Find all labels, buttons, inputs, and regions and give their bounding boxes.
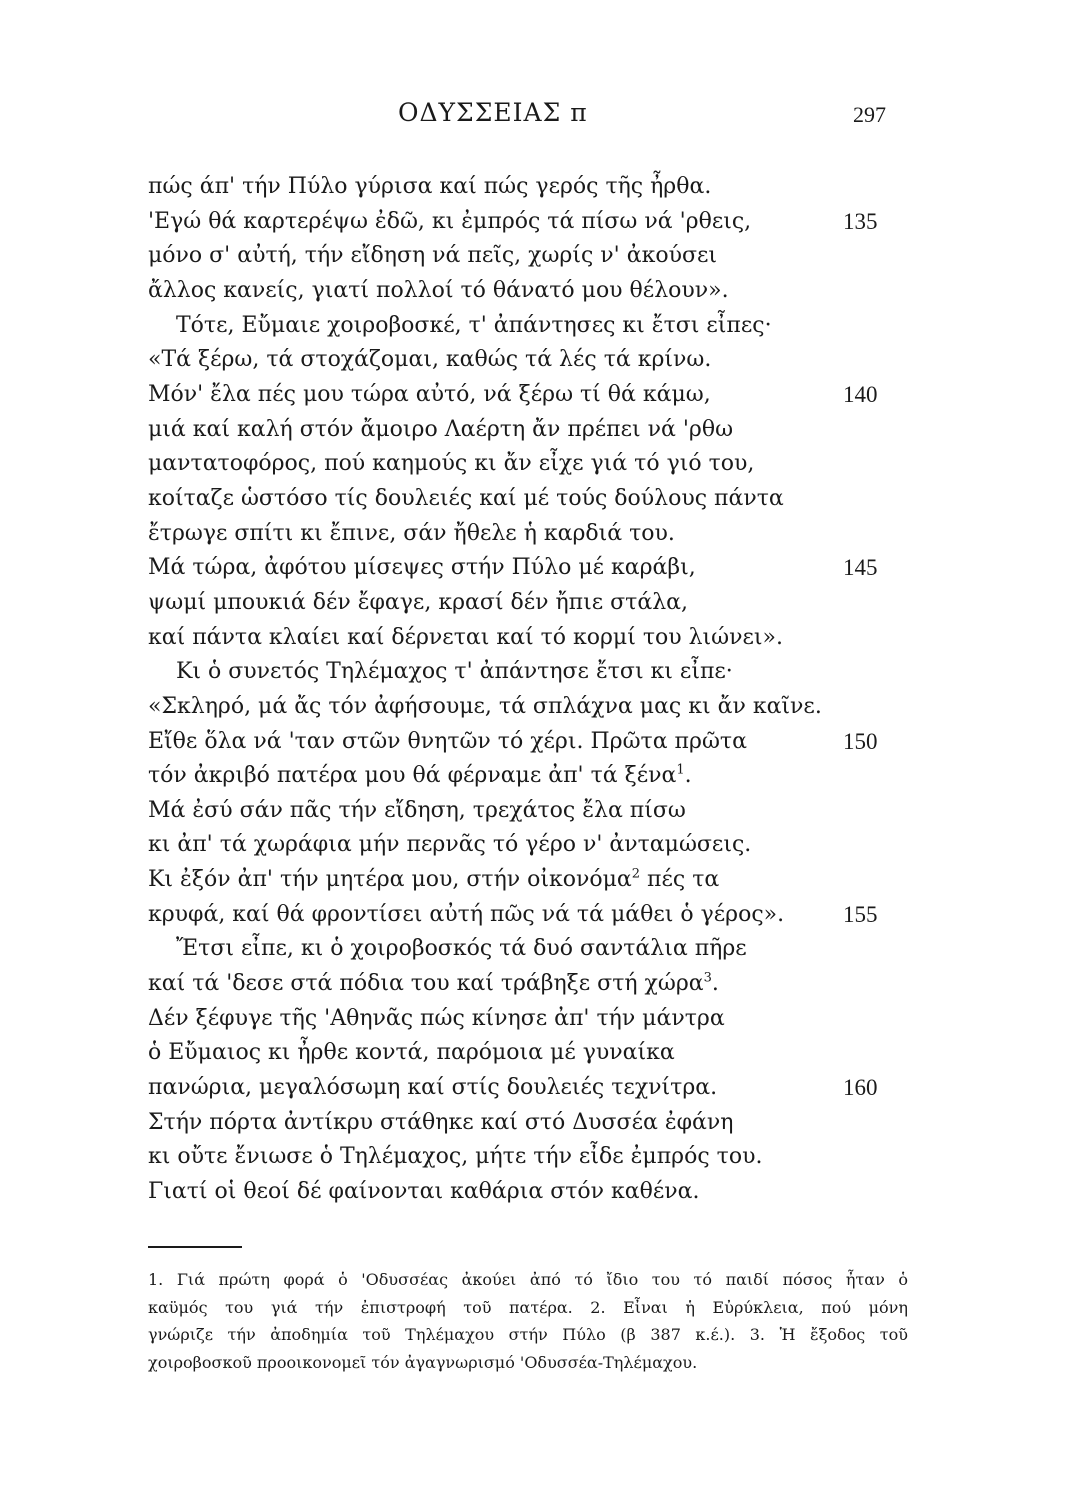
verse-text-main: 'Εγώ θά καρτερέψω ἐδῶ, κι ἐμπρός τά πίσω νά 'ρθεις,: [148, 208, 752, 234]
verse-text-main: Τότε, Εὔμαιε χοιροβοσκέ, τ' ἀπάντησες κι ἔτσι εἶπες·: [176, 312, 772, 338]
verse-line: [0, 932, 1085, 967]
verse-text-main: κι οὔτε ἔνιωσε ὁ Τηλέμαχος, μήτε τήν εἶδε ἐμπρός του.: [148, 1144, 763, 1170]
page-number: 297: [853, 102, 886, 127]
verse-line: [0, 447, 1085, 482]
verse-text-tail: πές τα: [640, 867, 720, 893]
verse-text: [148, 1175, 699, 1210]
verse-text: [148, 828, 751, 863]
line-number: 160: [843, 1075, 878, 1101]
line-number: 140: [843, 381, 878, 407]
verse-text: [148, 1071, 717, 1106]
verse-text: [148, 447, 754, 482]
verse-line: [0, 551, 1085, 586]
verse-text-main: Κι ἐξόν ἀπ' τήν μητέρα μου, στήν οἰκονόμα: [148, 867, 632, 893]
verse-text-main: Ἔτσι εἶπε, κι ὁ χοιροβοσκός τά δυό σαντάλια πῆρε: [176, 936, 747, 962]
footnote-marker: 3: [703, 970, 712, 986]
verse-text-main: Στήν πόρτα ἀντίκρυ στάθηκε καί στό Δυσσέα ἐφάνη: [148, 1109, 734, 1135]
line-number: 150: [843, 728, 878, 754]
verse-text-tail: .: [684, 763, 692, 789]
verse-text-main: Εἴθε ὅλα νά 'ταν στῶν θνητῶν τό χέρι. Πρῶτα πρῶτα: [148, 728, 747, 754]
verse-text-main: κι ἀπ' τά χωράφια μήν περνᾶς τό γέρο ν' ἀνταμώσεις.: [148, 832, 752, 858]
verse-text-main: καί πάντα κλαίει καί δέρνεται καί τό κορμί του λιώνει».: [148, 624, 783, 650]
verse-text: [148, 621, 783, 656]
verse-text-main: κρυφά, καί θά φροντίσει αὐτή πῶς νά τά μάθει ὁ γέρος».: [148, 901, 785, 927]
verse-block: [0, 170, 1085, 1210]
verse-text: [176, 932, 747, 967]
verse-text: [148, 690, 822, 725]
verse-text-main: πώς άπ' τήν Πύλο γύρισα καί πώς γερός τῆς ἦρθα.: [148, 174, 712, 199]
verse-text-main: Μά τώρα, ἀφότου μίσεψες στήν Πύλο μέ καράβι,: [148, 555, 696, 581]
verse-text: [148, 239, 717, 274]
verse-line: [0, 794, 1085, 829]
verse-text: [148, 794, 686, 829]
verse-text-tail: .: [711, 971, 719, 997]
footnote-line: καϋμός του γιά τήν ἐπιστροφή τοῦ πατέρα. 2. Εἶναι ἡ Εὐρύκλεια, πού μόνη: [148, 1297, 908, 1317]
verse-text-main: καί τά 'δεσε στά πόδια του καί τράβηξε στή χώρα: [148, 971, 704, 997]
verse-text: [148, 517, 675, 552]
verse-text-main: Μά ἐσύ σάν πᾶς τήν εἴδηση, τρεχάτος ἔλα πίσω: [148, 797, 686, 823]
verse-line: [0, 170, 1085, 205]
verse-text-main: «Σκληρό, μά ἄς τόν ἀφήσουμε, τά σπλάχνα μας κι ἄν καῖνε.: [148, 693, 822, 719]
verse-text: [148, 482, 784, 517]
verse-line: [0, 343, 1085, 378]
verse-text: [148, 170, 711, 205]
verse-line: [0, 1002, 1085, 1037]
footnote-line: γνώριζε τήν ἀποδημία τοῦ Τηλέμαχου στήν Πύλο (β 387 κ.έ.). 3. Ἡ ἔξοδος τοῦ: [148, 1325, 908, 1344]
footnote-marker: 1: [676, 762, 685, 778]
verse-text-main: ὁ Εὔμαιος κι ἦρθε κοντά, παρόμοια μέ γυναίκα: [148, 1040, 675, 1066]
verse-text-main: Γιατί οἱ θεοί δέ φαίνονται καθάρια στόν καθένα.: [148, 1179, 700, 1205]
verse-text: [176, 309, 772, 344]
verse-text-main: μιά καί καλή στόν ἄμοιρο Λαέρτη ἄν πρέπει νά 'ρθω: [148, 416, 734, 442]
verse-line: [0, 1071, 1085, 1106]
verse-line: [0, 239, 1085, 274]
verse-text-main: τόν ἀκριβό πατέρα μου θά φέρναμε ἀπ' τά ξένα: [148, 763, 677, 789]
verse-line: [0, 967, 1085, 1002]
verse-text: [148, 378, 711, 413]
verse-text-main: μαντατοφόρος, πού καημούς κι ἄν εἶχε γιά τό γιό του,: [148, 451, 755, 477]
verse-text: [148, 1002, 725, 1037]
verse-line: [0, 1140, 1085, 1175]
verse-line: [0, 621, 1085, 656]
verse-text-main: πανώρια, μεγαλόσωμη καί στίς δουλειές τεχνίτρα.: [148, 1075, 718, 1101]
running-head: [0, 98, 1085, 134]
verse-text: [148, 274, 729, 309]
verse-text: [148, 1106, 733, 1141]
verse-text-main: κοίταζε ὡστόσο τίς δουλειές καί μέ τούς δούλους πάντα: [148, 485, 784, 511]
verse-line: [0, 309, 1085, 344]
verse-line: [0, 274, 1085, 309]
line-number: 135: [843, 208, 878, 234]
verse-text: [148, 343, 711, 378]
line-number: 155: [843, 901, 878, 927]
verse-text-main: Κι ὁ συνετός Τηλέμαχος τ' ἀπάντησε ἔτσι κι εἶπε·: [176, 659, 733, 685]
verse-text-main: Δέν ξέφυγε τῆς 'Αθηνᾶς πώς κίνησε ἀπ' τήν μάντρα: [148, 1005, 725, 1031]
footnote-divider: [148, 1246, 242, 1248]
verse-text: [148, 759, 692, 794]
verse-line: [0, 759, 1085, 794]
line-number: 145: [843, 555, 878, 581]
verse-line: [0, 690, 1085, 725]
footnote-marker: 2: [631, 866, 641, 882]
verse-text-main: Μόν' ἔλα πές μου τώρα αὐτό, νά ξέρω τί θά κάμω,: [148, 381, 711, 407]
verse-line: [0, 413, 1085, 448]
verse-text-main: «Τά ξέρω, τά στοχάζομαι, καθώς τά λές τά κρίνω.: [148, 347, 712, 373]
verse-line: [0, 898, 1085, 933]
verse-text-main: ψωμί μπουκιά δέν ἔφαγε, κρασί δέν ἤπιε στάλα,: [148, 589, 688, 615]
verse-text-main: ἄλλος κανείς, γιατί πολλοί τό θάνατό μου θέλουν».: [148, 277, 729, 303]
verse-text-main: ἔτρωγε σπίτι κι ἔπινε, σάν ἤθελε ἡ καρδιά του.: [148, 520, 675, 546]
verse-text: [148, 413, 733, 448]
running-title: ΟΔΥΣΣΕΙΑΣ π: [398, 98, 588, 127]
verse-text: [148, 205, 751, 240]
verse-line: [0, 517, 1085, 552]
verse-text: [148, 863, 719, 898]
verse-text: [148, 1140, 762, 1175]
verse-text-main: μόνο σ' αὐτή, τήν εἴδηση νά πεῖς, χωρίς ν' ἀκούσει: [148, 243, 717, 269]
verse-line: [0, 1175, 1085, 1210]
footnote-line: 1. Γιά πρώτη φορά ὁ 'Οδυσσέας ἀκούει ἀπό τό ἴδιο του τό παιδί πόσος ἦταν ὁ: [148, 1270, 908, 1289]
verse-text: [176, 655, 733, 690]
verse-text: [148, 1036, 675, 1071]
verse-line: [0, 828, 1085, 863]
verse-text: [148, 898, 784, 933]
footnotes: [148, 1266, 908, 1376]
verse-line: [0, 725, 1085, 760]
verse-text: [148, 967, 719, 1002]
verse-text: [148, 725, 747, 760]
footnote-line: χοιροβοσκοῦ προοικονομεῖ τόν ἀγαγνωρισμό 'Οδυσσέα-Τηλέμαχου.: [148, 1352, 698, 1372]
verse-line: [0, 205, 1085, 240]
verse-line: [0, 1036, 1085, 1071]
verse-text: [148, 586, 688, 621]
verse-text: [148, 551, 696, 586]
verse-line: [0, 586, 1085, 621]
verse-line: [0, 1106, 1085, 1141]
verse-line: [0, 482, 1085, 517]
verse-line: [0, 655, 1085, 690]
verse-line: [0, 378, 1085, 413]
verse-line: [0, 863, 1085, 898]
